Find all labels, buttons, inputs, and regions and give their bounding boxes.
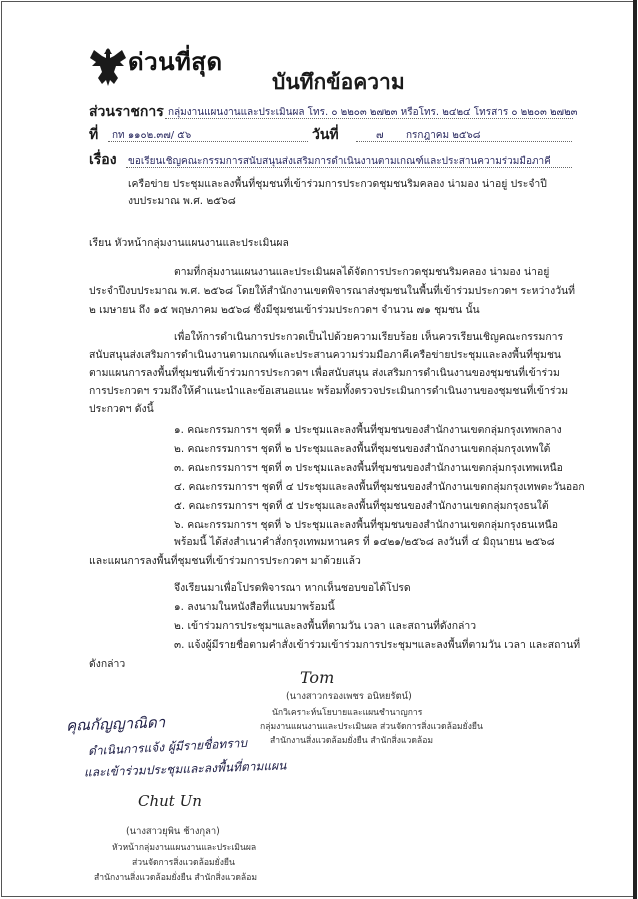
subject-line-1: ขอเรียนเชิญคณะกรรมการสนับสนุนส่งเสริมการดำเนินงานตามเกณฑ์และประสานความร่วมมือภาคี xyxy=(128,156,551,167)
signature-2-title-3: สำนักงานสิ่งแวดล้อมยั่งยืน สำนักสิ่งแวดล้อม xyxy=(94,873,258,883)
signature-1-title-2: กลุ่มงานแผนงานและประเมินผล ส่วนจัดการสิ่งแวดล้อมยั่งยืน xyxy=(260,722,483,732)
closing-item-2: ๒. เข้าร่วมการประชุมฯและลงพื้นที่ตามวัน เวลา และสถานที่ดังกล่าว xyxy=(174,620,477,632)
signature-2-mark: Chut Un xyxy=(138,792,202,810)
closing-item-3: ๓. แจ้งผู้มีรายชื่อตามคำสั่งเข้าร่วมเข้าร่วมการประชุมฯและลงพื้นที่ตามวัน เวลา และสถานที่ xyxy=(174,639,581,651)
para2-line-1: เพื่อให้การดำเนินการประกวดเป็นไปด้วยความเรียบร้อย เห็นควรเรียนเชิญคณะกรรมการ xyxy=(174,331,564,343)
agency-dotline xyxy=(165,118,573,119)
committee-item-1: ๑. คณะกรรมการฯ ชุดที่ ๑ ประชุมและลงพื้นที่ชุมชนของสำนักงานเขตกลุ่มกรุงเทพกลาง xyxy=(174,424,562,436)
date-label: วันที่ xyxy=(312,127,339,143)
urgent-label: ด่วนที่สุด xyxy=(128,48,223,76)
committee-item-4: ๔. คณะกรรมการฯ ชุดที่ ๔ ประชุมและลงพื้นที่ชุมชนของสำนักงานเขตกลุ่มกรุงเทพตะวันออก xyxy=(174,481,585,493)
handwritten-note-3: และเข้าร่วมประชุมและลงพื้นที่ตามแผน xyxy=(83,758,287,780)
para1-line-3: ๒ เมษายน ถึง ๑๕ พฤษภาคม ๒๕๖๘ ซึ่งมีชุมชนเข้าร่วมประกวดฯ จำนวน ๗๑ ชุมชน นั้น xyxy=(89,304,480,316)
para2-line-4: การประกวดฯ รวมถึงให้คำแนะนำและข้อเสนอแนะ พร้อมทั้งตรวจประเมินการดำเนินงานของชุมชนที่เข้าร่วม xyxy=(89,385,569,397)
para1-line-2: ประจำปีงบประมาณ พ.ศ. ๒๕๖๘ โดยให้สำนักงานเขตพิจารณาส่งชุมชนในพื้นที่เข้าร่วมประกวดฯ ระหว่างวันที่ xyxy=(89,285,575,297)
para2-line-2: สนับสนุนส่งเสริมการดำเนินงานตามเกณฑ์และประสานความร่วมมือภาคีเครือข่ายประชุมและลงพื้นที่ชุมชน xyxy=(89,349,562,361)
committee-item-6: ๖. คณะกรรมการฯ ชุดที่ ๖ ประชุมและลงพื้นที่ชุมชนของสำนักงานเขตกลุ่มกรุงธนเหนือ xyxy=(174,519,559,531)
committee-item-3: ๓. คณะกรรมการฯ ชุดที่ ๓ ประชุมและลงพื้นที่ชุมชนของสำนักงานเขตกลุ่มกรุงเทพเหนือ xyxy=(174,462,563,474)
garuda-emblem-icon xyxy=(88,44,128,90)
subject-dotline xyxy=(126,167,572,168)
closing-tail: ดังกล่าว xyxy=(89,658,126,670)
signature-2-title-2: ส่วนจัดการสิ่งแวดล้อมยั่งยืน xyxy=(132,858,235,868)
ref-label: ที่ xyxy=(89,127,99,143)
date-day: ๗ xyxy=(376,130,384,141)
signature-1-title-3: สำนักงานสิ่งแวดล้อมยั่งยืน สำนักสิ่งแวดล้อม xyxy=(270,736,434,746)
closing-intro: จึงเรียนมาเพื่อโปรดพิจารณา หากเห็นชอบขอได้โปรด xyxy=(174,582,411,594)
ref-dotline xyxy=(108,141,308,142)
date-month-year: กรกฎาคม ๒๕๖๘ xyxy=(406,130,481,141)
signature-2-title-1: หัวหน้ากลุ่มงานแผนงานและประเมินผล xyxy=(112,843,257,853)
to-line: เรียน หัวหน้ากลุ่มงานแผนงานและประเมินผล xyxy=(89,237,289,249)
para2-line-3: ตามแผนการลงพื้นที่ชุมชนที่เข้าร่วมการประกวดฯ เพื่อสนับสนุน ส่งเสริมการดำเนินงานของชุมชนที่เข้าร่วม xyxy=(89,367,560,379)
para1-line-1: ตามที่กลุ่มงานแผนงานและประเมินผลได้จัดการประกวดชุมชนริมคลอง น่ามอง น่าอยู่ xyxy=(174,266,550,278)
signature-2-name: (นางสาวยุพิน ช้างกุลา) xyxy=(126,826,220,837)
committee-item-5: ๕. คณะกรรมการฯ ชุดที่ ๕ ประชุมและลงพื้นที่ชุมชนของสำนักงานเขตกลุ่มกรุงธนใต้ xyxy=(174,500,549,512)
signature-1-title-1: นักวิเคราะห์นโยบายและแผนชำนาญการ xyxy=(272,708,423,718)
memo-title: บันทึกข้อความ xyxy=(272,70,405,94)
ref-value: กท ๑๑๐๒.๓๗/ ๕๖ xyxy=(112,130,192,141)
para3-line-2: และแผนการลงพื้นที่ชุมชนที่เข้าร่วมการประกวดฯ มาด้วยแล้ว xyxy=(89,555,361,567)
subject-label: เรื่อง xyxy=(89,152,117,168)
signature-1-name: (นางสาวกรองเพชร อนิหยรัตน์) xyxy=(286,691,412,702)
subject-line-2: เครือข่าย ประชุมและลงพื้นที่ชุมชนที่เข้าร่วมการประกวดชุมชนริมคลอง น่ามอง น่าอยู่ ประจำปี xyxy=(128,178,547,190)
agency-value: กลุ่มงานแผนงานและประเมินผล โทร. ๐ ๒๒๐๓ ๒๗๒๓ หรือโทร. ๒๔๒๔ โทรสาร ๐ ๒๒๐๓ ๒๗๒๓ xyxy=(168,107,578,118)
para2-line-5: ประกวดฯ ดังนี้ xyxy=(89,403,154,415)
closing-item-1: ๑. ลงนามในหนังสือที่แนบมาพร้อมนี้ xyxy=(174,601,335,613)
signature-1-mark: Tom xyxy=(300,668,335,687)
handwritten-note-1: คุณกัญญาณิดา xyxy=(65,713,166,735)
handwritten-note-2: ดำเนินการแจ้ง ผู้มีรายชื่อทราบ xyxy=(87,735,248,759)
date-dotline xyxy=(356,141,572,142)
agency-label: ส่วนราชการ xyxy=(89,104,164,120)
right-edge xyxy=(633,0,637,899)
subject-line-3: งบประมาณ พ.ศ. ๒๕๖๘ xyxy=(128,195,236,207)
committee-item-2: ๒. คณะกรรมการฯ ชุดที่ ๒ ประชุมและลงพื้นที่ชุมชนของสำนักงานเขตกลุ่มกรุงเทพใต้ xyxy=(174,443,551,455)
para3-line-1: พร้อมนี้ ได้ส่งสำเนาคำสั่งกรุงเทพมหานคร ที่ ๑๔๒๑/๒๕๖๘ ลงวันที่ ๔ มิถุนายน ๒๕๖๘ xyxy=(174,536,555,548)
